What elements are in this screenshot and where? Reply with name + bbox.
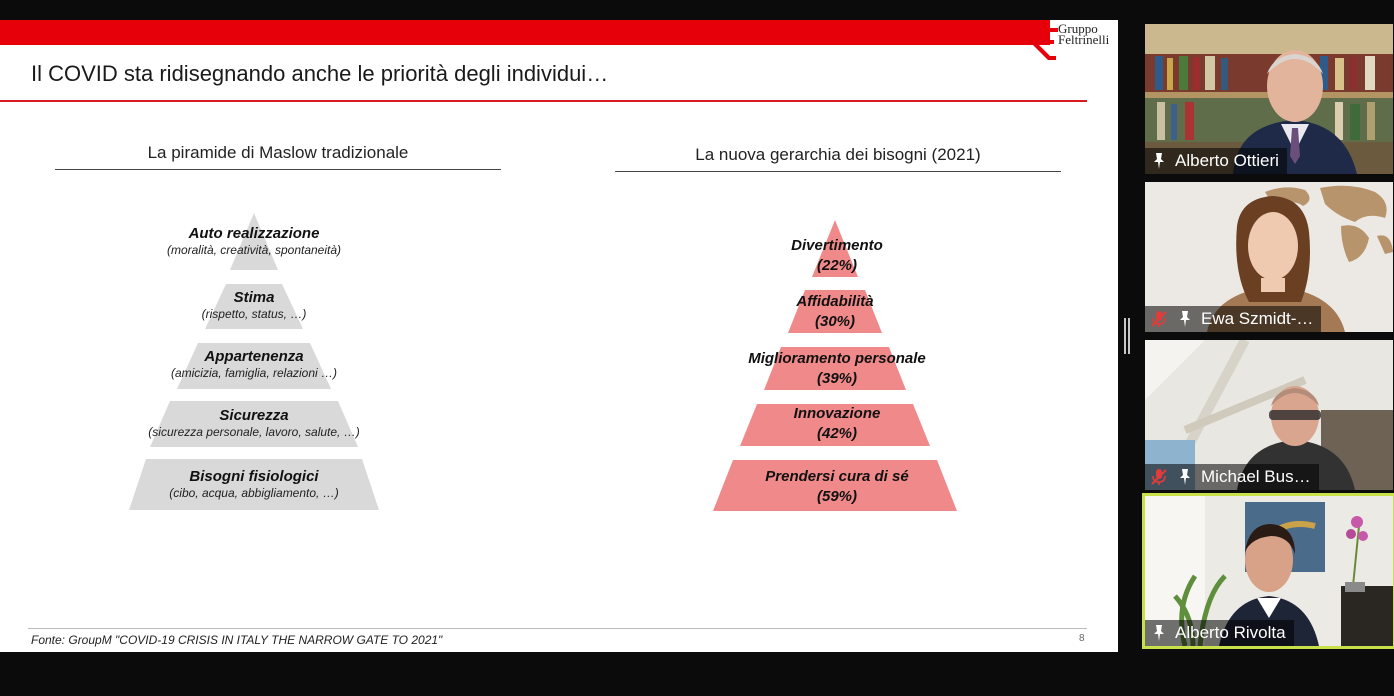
maslow-level-detail: (amicizia, famiglia, relazioni …) bbox=[170, 366, 338, 380]
new-level-4 bbox=[687, 405, 987, 443]
pyramid-shapes bbox=[0, 20, 1118, 652]
maslow-level-1 bbox=[104, 225, 404, 258]
shared-slide bbox=[0, 20, 1118, 652]
participant-namebar bbox=[1145, 148, 1287, 174]
pin-icon[interactable] bbox=[1175, 467, 1195, 487]
participant-name: Michael Bus… bbox=[1201, 467, 1311, 486]
new-level-value: (42%) bbox=[816, 425, 857, 442]
new-level-value: (39%) bbox=[816, 370, 857, 387]
new-level-title: Divertimento bbox=[791, 237, 883, 254]
participant-tile-2[interactable] bbox=[1145, 182, 1393, 332]
maslow-level-2 bbox=[104, 289, 404, 322]
new-level-title: Innovazione bbox=[793, 405, 881, 422]
maslow-level-detail: (moralità, creatività, spontaneità) bbox=[166, 243, 342, 257]
pin-icon[interactable] bbox=[1149, 151, 1169, 171]
maslow-level-title: Appartenenza bbox=[204, 348, 304, 365]
new-level-2 bbox=[685, 293, 985, 331]
new-level-title: Prendersi cura di sé bbox=[765, 468, 909, 485]
new-level-title: Miglioramento personale bbox=[748, 350, 926, 367]
participant-tile-1[interactable] bbox=[1145, 24, 1393, 174]
participant-namebar bbox=[1145, 306, 1321, 332]
footer-divider bbox=[28, 628, 1087, 629]
maslow-level-title: Sicurezza bbox=[219, 407, 289, 424]
source-note: Fonte: GroupM "COVID-19 CRISIS IN ITALY THE NARROW GATE TO 2021" bbox=[31, 633, 443, 647]
participant-name: Alberto Ottieri bbox=[1175, 151, 1279, 170]
maslow-level-title: Stima bbox=[233, 289, 275, 306]
participant-tile-4-active-speaker[interactable] bbox=[1145, 496, 1393, 646]
maslow-level-4 bbox=[104, 407, 404, 440]
new-level-title: Affidabilità bbox=[796, 293, 874, 310]
maslow-level-detail: (rispetto, status, …) bbox=[201, 307, 307, 321]
new-level-1 bbox=[687, 237, 987, 275]
logo-text-line1: Gruppo bbox=[1058, 21, 1098, 36]
maslow-level-5 bbox=[104, 468, 404, 501]
page-number: 8 bbox=[1079, 633, 1085, 644]
participant-tile-3[interactable] bbox=[1145, 340, 1393, 490]
new-level-value: (30%) bbox=[814, 313, 855, 330]
new-level-value: (59%) bbox=[816, 488, 857, 505]
new-level-3 bbox=[687, 350, 987, 388]
mic-muted-icon bbox=[1149, 309, 1169, 329]
panel-resize-handle[interactable] bbox=[1124, 318, 1130, 354]
participant-name: Ewa Szmidt-… bbox=[1201, 309, 1314, 328]
right-heading: La nuova gerarchia dei bisogni (2021) bbox=[695, 145, 981, 164]
pin-icon[interactable] bbox=[1149, 623, 1169, 643]
logo-text-line2: Feltrinelli bbox=[1058, 32, 1110, 47]
maslow-level-title: Auto realizzazione bbox=[188, 225, 320, 242]
participant-namebar bbox=[1145, 620, 1294, 646]
slide-title: Il COVID sta ridisegnando anche le priorità degli individui… bbox=[31, 61, 609, 86]
mic-muted-icon bbox=[1149, 467, 1169, 487]
maslow-level-3 bbox=[104, 348, 404, 381]
maslow-level-title: Bisogni fisiologici bbox=[189, 468, 319, 485]
left-heading: La piramide di Maslow tradizionale bbox=[147, 143, 409, 162]
maslow-level-detail: (sicurezza personale, lavoro, salute, …) bbox=[148, 425, 360, 439]
participant-namebar bbox=[1145, 464, 1319, 490]
new-level-value: (22%) bbox=[816, 257, 857, 274]
maslow-level-detail: (cibo, acqua, abbigliamento, …) bbox=[169, 486, 339, 500]
new-level-5 bbox=[687, 468, 987, 506]
participant-name: Alberto Rivolta bbox=[1175, 623, 1286, 642]
pin-icon[interactable] bbox=[1175, 309, 1195, 329]
